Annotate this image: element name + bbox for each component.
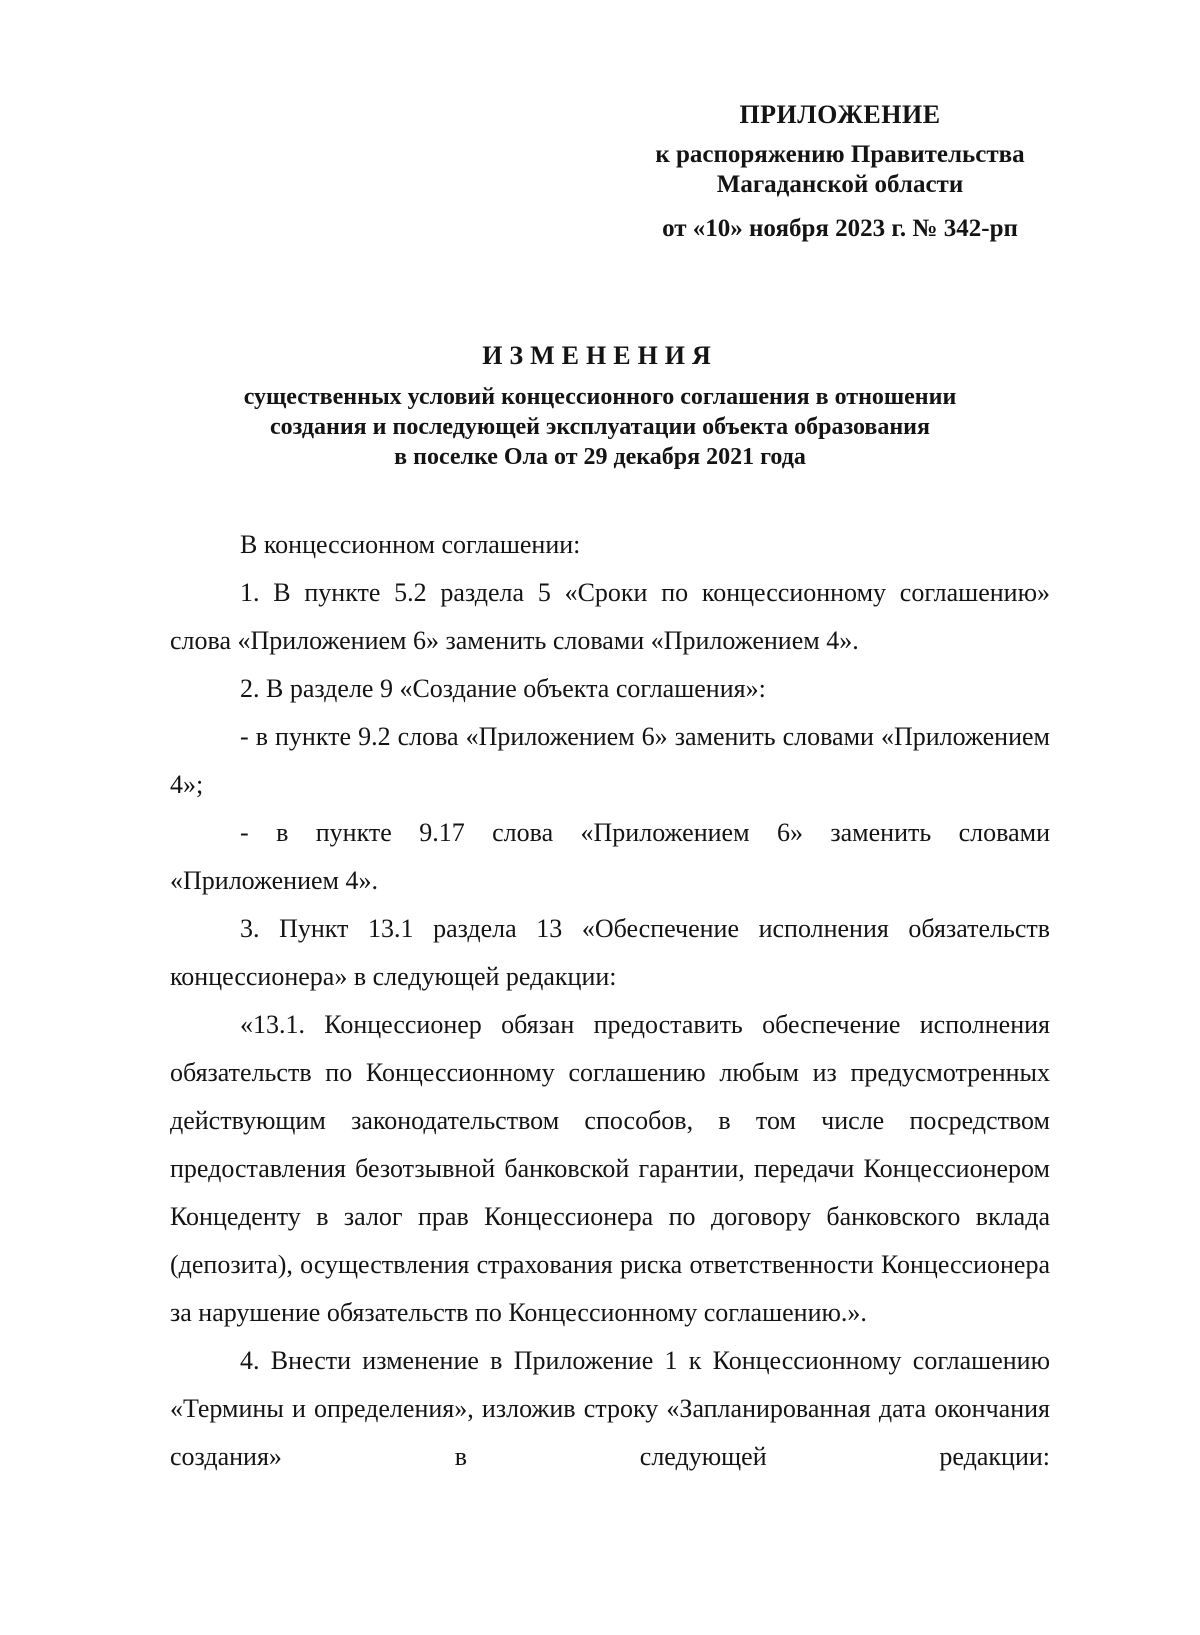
document-subtitle	[150, 382, 1050, 472]
document-title: ИЗМЕНЕНИЯ	[482, 341, 718, 370]
document-body	[170, 521, 1050, 1481]
paragraph-item-2-sub-1: - в пункте 9.2 слова «Приложением 6» заменить словами «Приложением 4»;	[170, 722, 1050, 799]
paragraph-item-3: 3. Пункт 13.1 раздела 13 «Обеспечение исполнения обязательств концессионера» в следующей редакции:	[170, 914, 1050, 991]
appendix-line-2: Магаданской области	[716, 171, 964, 198]
paragraph-item-2: 2. В разделе 9 «Создание объекта соглашения»:	[240, 674, 766, 703]
appendix-title: ПРИЛОЖЕНИЕ	[739, 100, 941, 129]
paragraph-item-3-quote: «13.1. Концессионер обязан предоставить обеспечение исполнения обязательств по Концессионному соглашению любым из предусмотренных действующим законодательством способов, в том числе посредством предоставления безотзывной банковской гарантии, передачи Концессионером Концеденту в залог прав Концессионера по договору банковского вклада (депозита), осуществления страхования риска ответственности Концессионера за нарушение обязательств по Концессионному соглашению.».	[170, 1010, 1050, 1327]
paragraph-item-1: 1. В пункте 5.2 раздела 5 «Сроки по концессионному соглашению» слова «Приложением 6» заменить словами «Приложением 4».	[170, 578, 1050, 655]
appendix-line-1: к распоряжению Правительства	[655, 141, 1025, 168]
paragraph-item-2-sub-2: - в пункте 9.17 слова «Приложением 6» заменить словами «Приложением 4».	[170, 818, 1050, 895]
appendix-date: от «10» ноября 2023 г. № 342-рп	[662, 215, 1018, 242]
subtitle-line-1: существенных условий концессионного соглашения в отношении	[243, 384, 957, 410]
paragraph-intro: В концессионном соглашении:	[240, 530, 581, 559]
subtitle-line-2: создания и последующей эксплуатации объекта образования	[270, 414, 930, 440]
subtitle-line-3: в поселке Ола от 29 декабря 2021 года	[394, 444, 806, 470]
appendix-header	[620, 100, 1060, 244]
paragraph-item-4: 4. Внести изменение в Приложение 1 к Концессионному соглашению «Термины и определения», изложив строку «Запланированная дата окончания создания» в следующей редакции:	[170, 1346, 1050, 1471]
